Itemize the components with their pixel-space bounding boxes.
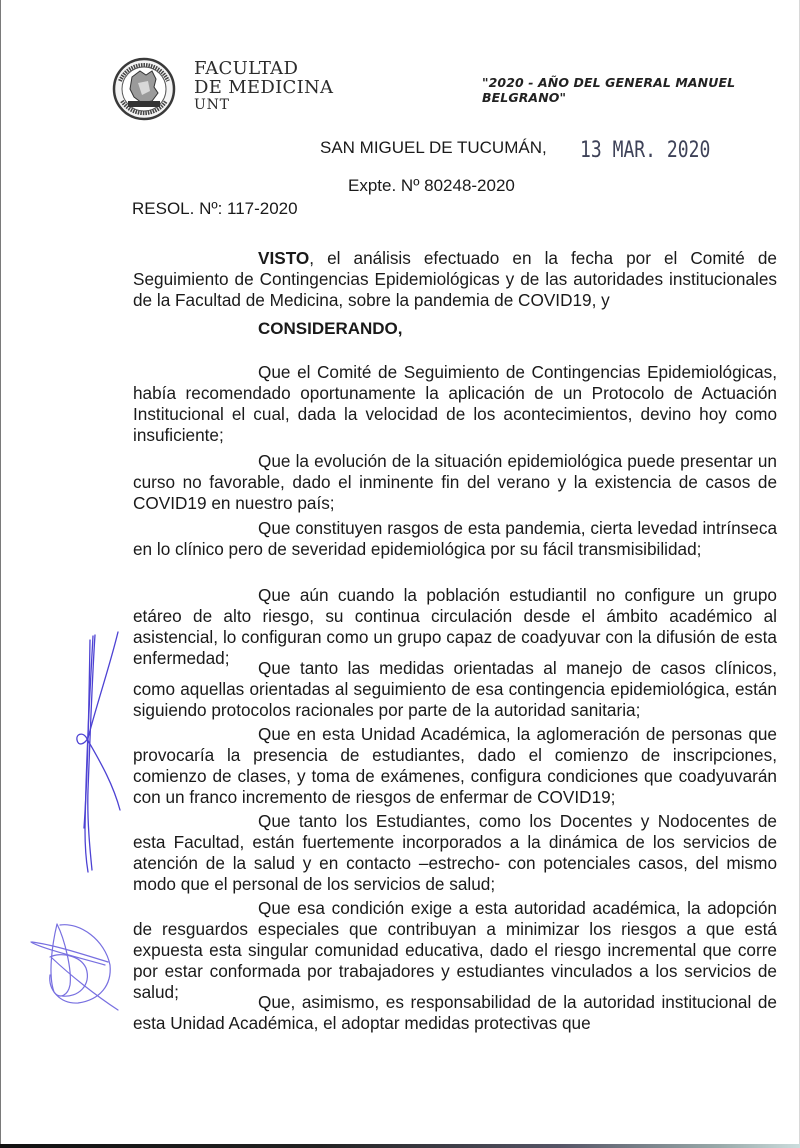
considerando-paragraph-2 [133,451,777,514]
considerando-text: Que tanto los Estudiantes, como los Docentes y Nodocentes de esta Facultad, están fuertemente incorporados a la dinámica de los servicios de atención de la salud y en contacto –estrecho- con potenciales casos, del mismo modo que el personal de los servicios de salud; [133,811,777,894]
considerando-text: Que la evolución de la situación epidemiológica puede presentar un curso no favorable, dado el inminente fin del verano y la existencia de casos de COVID19 en nuestro país; [133,451,777,513]
visto-section [133,248,777,311]
considerando-paragraph-1 [133,362,777,446]
institution-name [194,60,333,112]
year-motto: "2020 - AÑO DEL GENERAL MANUEL BELGRANO" [482,75,736,105]
institution-line-3: UNT [194,97,230,113]
considerando-text: Que aún cuando la población estudiantil no configure un grupo etáreo de alto riesgo, su continua circulación desde el ámbito académico al asistencial, lo configuran como un grupo capaz de coadyuvar con la difusión de esta enfermedad; [133,585,777,668]
institution-line-2: DE MEDICINA [194,77,334,98]
considerando-paragraph-3 [133,518,777,560]
university-seal-icon [112,57,176,121]
considerando-paragraph-7 [133,811,777,895]
visto-lead: VISTO [258,248,310,268]
considerando-text: Que, asimismo, es responsabilidad de la autoridad institucional de esta Unidad Académica, el adoptar medidas protectivas que [133,992,777,1033]
considerando-text: Que esa condición exige a esta autoridad académica, la adopción de resguardos especiales que contribuyan a minimizar los riesgos a que está expuesta esta singular comunidad educativa, dado el riesgo incremental que corre por estar conformada por trabajadores y estudiantes vinculados a los servicios de salud; [133,898,777,1002]
institution-line-1: FACULTAD [194,58,299,79]
considerando-text: Que en esta Unidad Académica, la aglomeración de personas que provocaría la presencia de estudiantes, dado el comienzo de inscripciones, comienzo de clases, y toma de exámenes, configura condiciones que coadyuvarán con un franco incremento de riesgos de enfermar de COVID19; [133,724,777,807]
date-stamp: 13 MAR. 2020 [580,138,711,163]
considerando-paragraph-9 [133,992,777,1034]
considerando-paragraph-5 [133,658,777,721]
margin-signature-scribble [0,0,130,1148]
considerando-text: Que el Comité de Seguimiento de Contingencias Epidemiológicas, había recomendado oportunamente la aplicación de un Protocolo de Actuación Institucional el cual, dada la velocidad de los acontecimientos, devino hoy como insuficiente; [133,362,777,445]
expediente-number: Expte. Nº 80248-2020 [348,176,515,195]
considerando-heading: CONSIDERANDO, [258,319,403,338]
considerando-paragraph-6 [133,724,777,808]
scan-edge-bottom [0,1144,800,1148]
city-line: SAN MIGUEL DE TUCUMÁN, [320,138,547,157]
considerando-text: Que tanto las medidas orientadas al manejo de casos clínicos, como aquellas orientadas al seguimiento de esa contingencia epidemiológica, están siguiendo protocolos racionales por parte de la autoridad sanitaria; [133,658,777,720]
visto-text: , el análisis efectuado en la fecha por el Comité de Seguimiento de Contingencias Epidemiológicas y de las autoridades institucionales de la Facultad de Medicina, sobre la pandemia de COVID19, y [133,248,777,310]
resolution-number: RESOL. Nº: 117-2020 [132,199,298,218]
considerando-paragraph-4 [133,585,777,669]
considerando-paragraph-8 [133,898,777,1003]
visto-paragraph [133,248,777,311]
considerando-text: Que constituyen rasgos de esta pandemia, cierta levedad intrínseca en lo clínico pero de severidad epidemiológica por su fácil transmisibilidad; [133,518,777,559]
scan-edge-left [0,0,1,1148]
margin-signature-initial [0,0,130,1148]
